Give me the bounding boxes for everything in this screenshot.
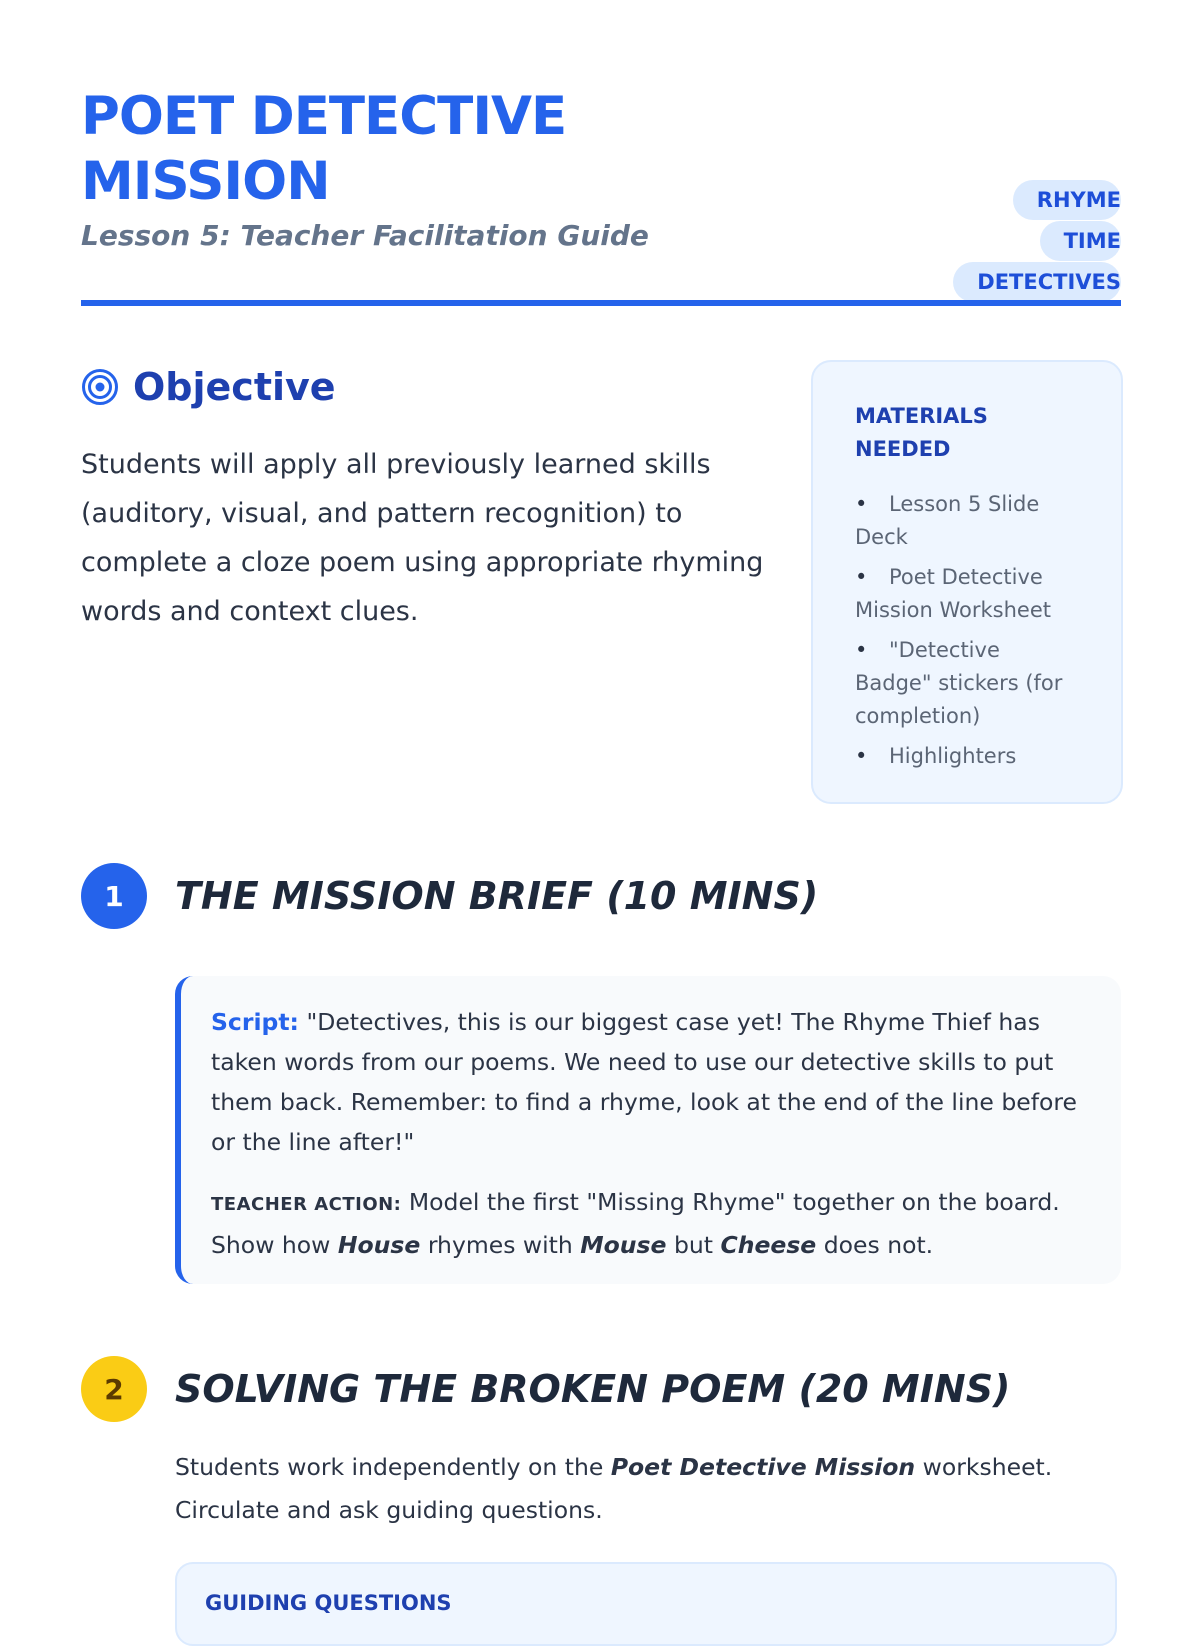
- guiding-questions-title: GUIDING QUESTIONS: [205, 1591, 452, 1615]
- script-text: "Detectives, this is our biggest case yet! The Rhyme Thief has taken words from our poems. We need to use our detective skills to put them back. Remember: to find a rhyme, look at the end of the line before or the line after!": [211, 1008, 1077, 1156]
- emphasis-word: House: [337, 1231, 421, 1259]
- step-title: THE MISSION BRIEF (10 MINS): [175, 874, 819, 918]
- list-item: • "Detective Badge" stickers (for completion): [855, 634, 1081, 733]
- materials-panel: [811, 360, 1123, 804]
- action-text: rhymes with: [427, 1231, 573, 1259]
- unit-tag: [949, 180, 1121, 303]
- teacher-action-label: TEACHER ACTION:: [211, 1194, 402, 1215]
- step-text: worksheet. Circulate and ask guiding questions.: [175, 1453, 1053, 1524]
- guiding-questions-panel: [175, 1562, 1117, 1646]
- list-item: • Highlighters: [855, 740, 1081, 773]
- teacher-action-paragraph: [211, 1182, 1101, 1265]
- script-paragraph: [211, 1002, 1101, 1162]
- script-label: Script:: [211, 1008, 299, 1036]
- action-text: does not.: [823, 1231, 934, 1259]
- step-number-badge: 2: [81, 1356, 147, 1422]
- emphasis-word: Poet Detective Mission: [610, 1453, 916, 1481]
- step-one-header: [81, 863, 818, 929]
- action-text: but: [673, 1231, 713, 1259]
- objective-text: Students will apply all previously learned skills (auditory, visual, and pattern recognition) to complete a cloze poem using appropriate rhyming words and context clues.: [81, 449, 764, 627]
- list-item: • Poet Detective Mission Worksheet: [855, 561, 1081, 627]
- step-two-header: [81, 1356, 1010, 1422]
- page-subtitle: Lesson 5: Teacher Facilitation Guide: [81, 219, 649, 252]
- step-two-text: [175, 1446, 1085, 1532]
- header-divider: [81, 300, 1121, 306]
- objective-header: [81, 362, 336, 412]
- list-item: • Lesson 5 Slide Deck: [855, 488, 1081, 554]
- target-icon: [81, 368, 119, 406]
- step-title: SOLVING THE BROKEN POEM (20 MINS): [175, 1367, 1011, 1411]
- emphasis-word: Cheese: [720, 1231, 817, 1259]
- objective-heading: Objective: [133, 365, 336, 409]
- page-title: POET DETECTIVE MISSION: [81, 86, 567, 212]
- unit-tag-label: RHYME TIME DETECTIVES: [953, 180, 1121, 302]
- emphasis-word: Mouse: [580, 1231, 667, 1259]
- materials-title: MATERIALS NEEDED: [855, 404, 988, 461]
- action-text: Model the first "Missing Rhyme" together on the board. Show how: [211, 1188, 1060, 1259]
- materials-list: [855, 488, 1081, 773]
- script-callout: [175, 976, 1121, 1284]
- step-number-badge: 1: [81, 863, 147, 929]
- step-text: Students work independently on the: [175, 1453, 604, 1481]
